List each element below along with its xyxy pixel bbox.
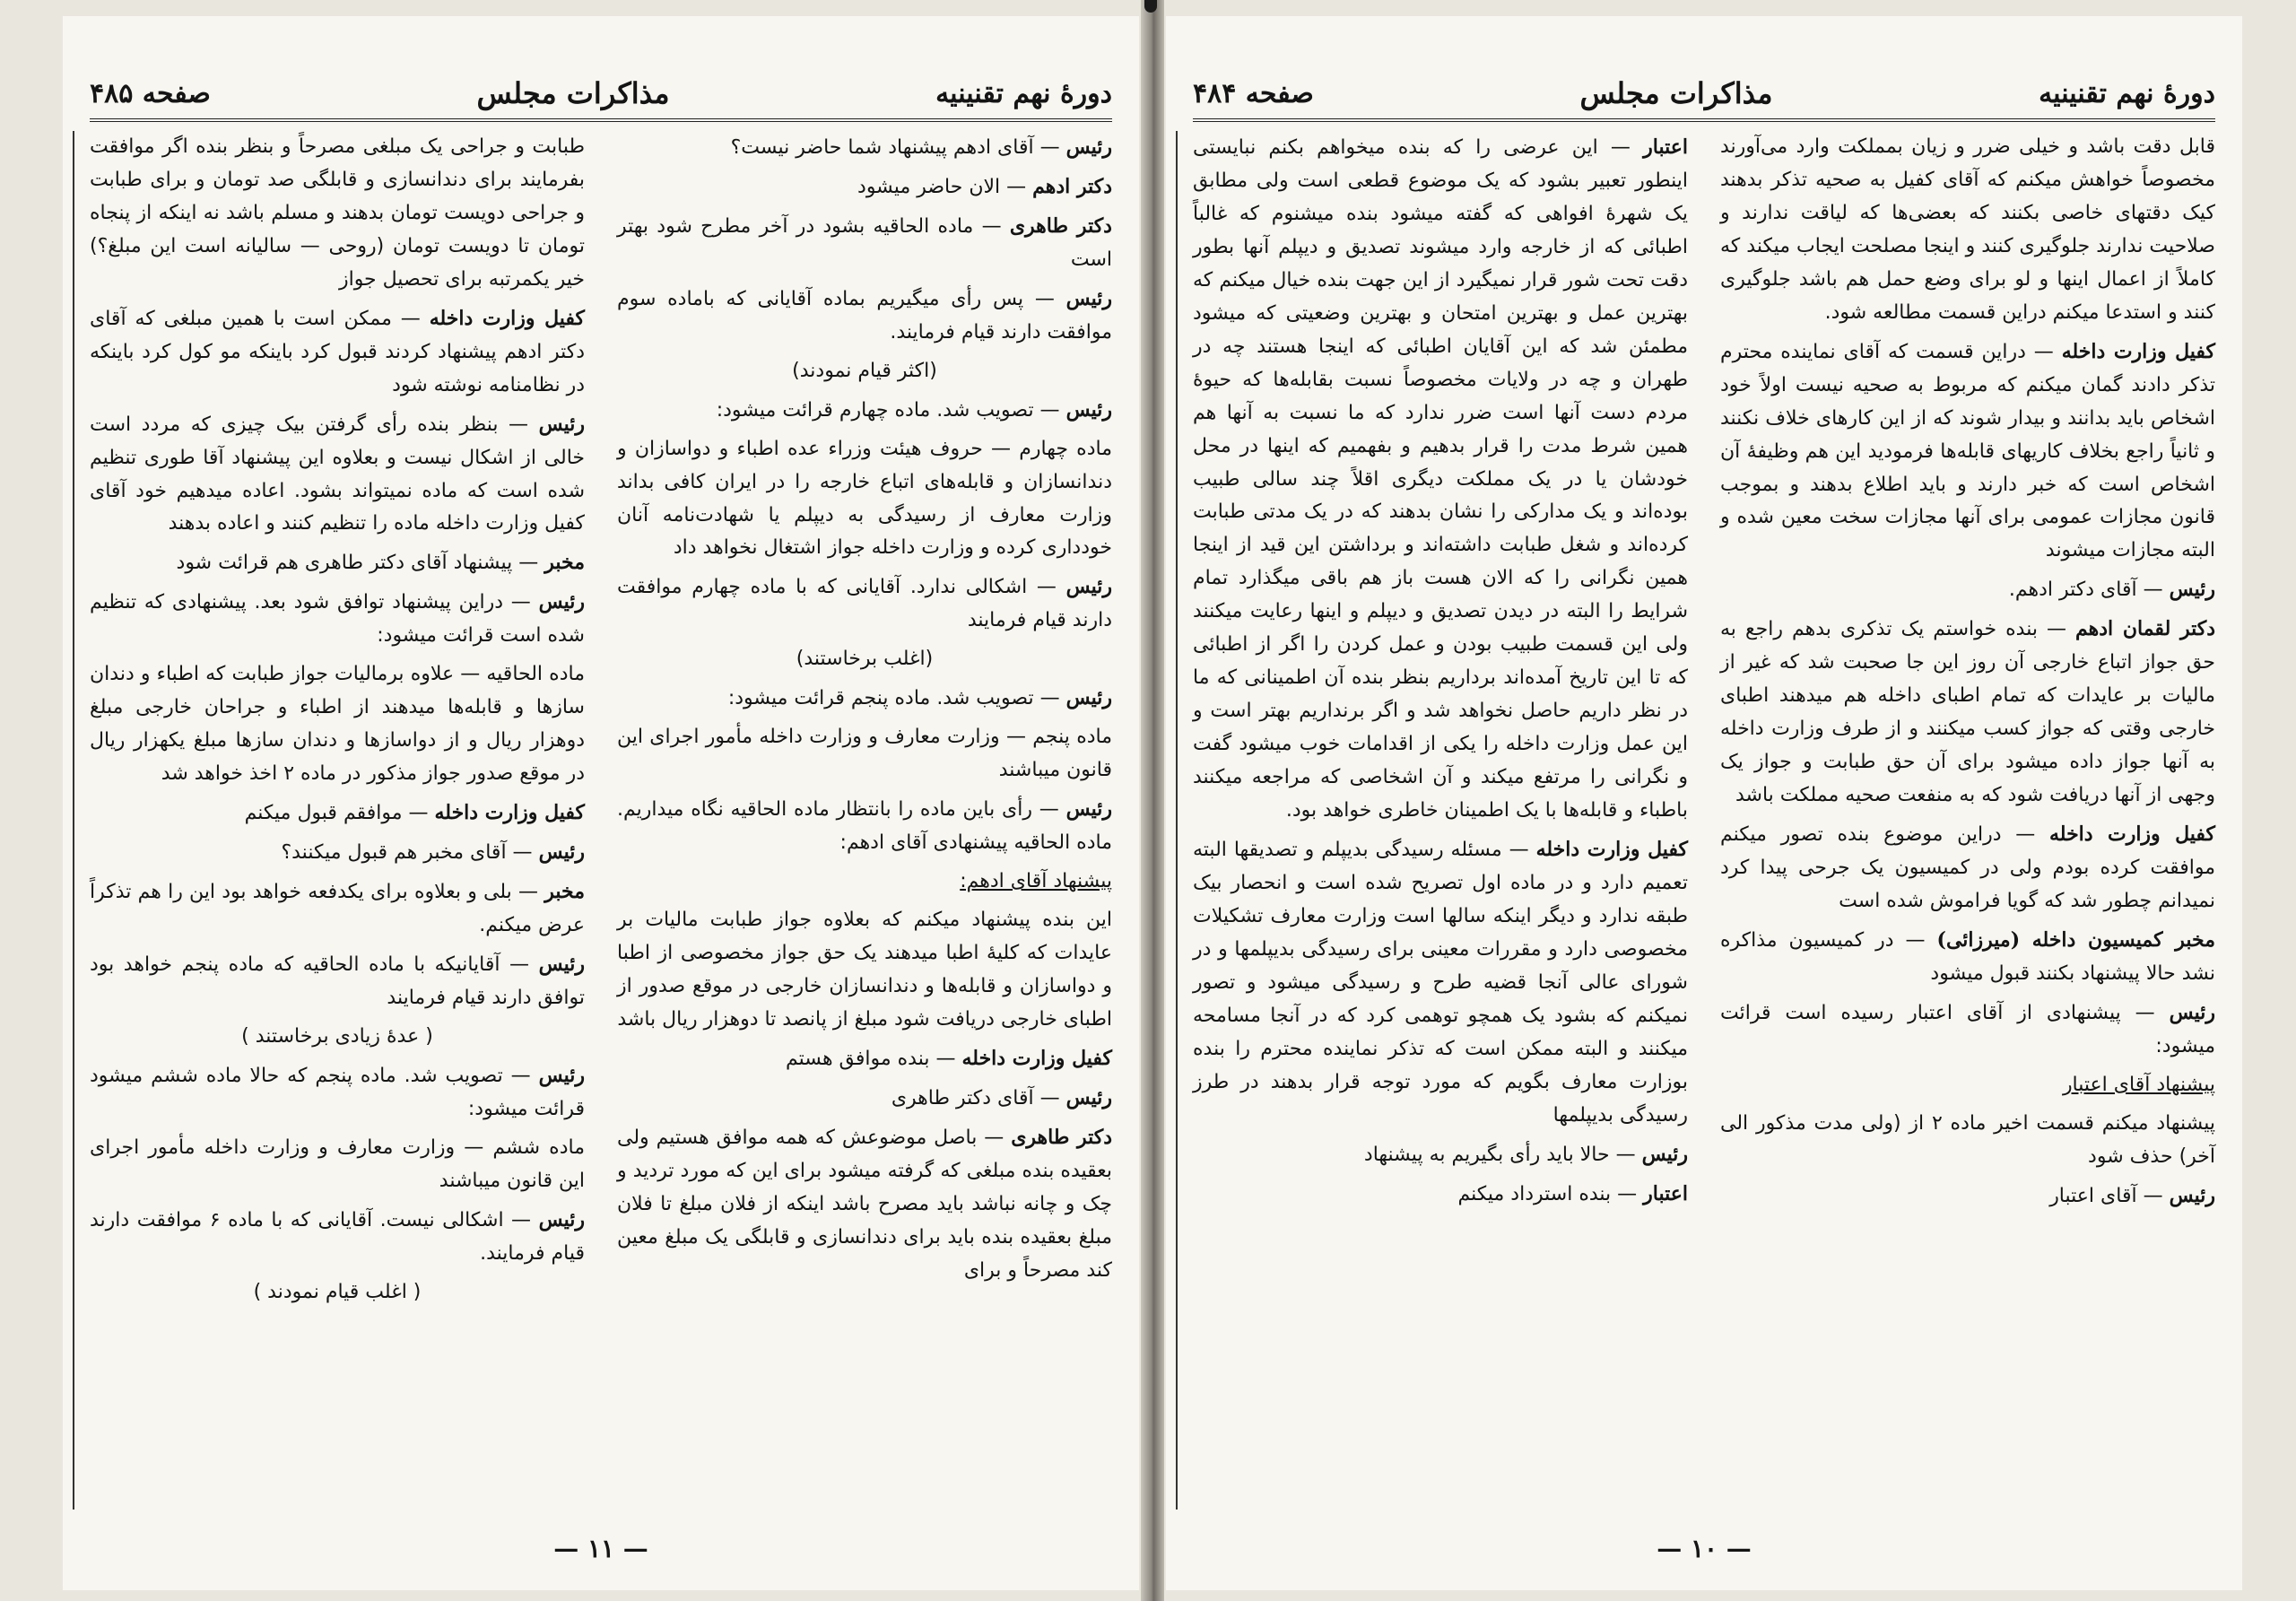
paragraph (1193, 1178, 1688, 1212)
paragraph-text: — بنظر بنده رأی گرفتن بیک چیزی که مردد است خالی از اشکال نیست و بعلاوه این پیشنهاد آقا طوری تنظیم شده است که ماده نمیتواند بشود. اعاده میدهیم خود آقای کفیل وزارت داخله ماده را تنظیم کنند و اعاده بدهند (90, 413, 585, 535)
paragraph (617, 1042, 1112, 1076)
paragraph-text: — پس رأی میگیریم بماده آقایانی که باماده سوم موافقت دارند قیام فرمایند. (617, 287, 1112, 344)
paragraph (90, 1204, 585, 1271)
paragraph (90, 408, 585, 542)
paragraph (617, 643, 1112, 676)
text-columns (90, 131, 1112, 1510)
speaker-name: رئیس (538, 590, 585, 614)
paragraph (1193, 1138, 1688, 1172)
paragraph-text: — آقای دکتر ادهم. (2008, 579, 2170, 602)
paragraph-text: — باصل موضوعش که همه موافق هستیم ولی بعقیده بنده مبلغی که گرفته میشود برای این که مورد تردید و چک و چانه نباشد باید مصرح باشد اینکه از فلان مبلغ تا فلان مبلغ بعقیده بنده باید برای دندانسازی و قابلگی یک مبلغ معین کند مصرحاً و برای (617, 1126, 1112, 1282)
speaker-name: رئیس (1065, 135, 1112, 159)
paragraph (1720, 1108, 2215, 1174)
paragraph (617, 170, 1112, 204)
paragraph-text: — دراین قسمت که آقای نماینده محترم تذکر دادند گمان میکنم که مربوط به صحیه نیست اولاً خود اشخاص باید بدانند و بیدار شوند که از این کارهای خلاف نکنند و ثانیاً راجع بخلاف کاریهای قابله‌ها فرمودید این هم وظیفهٔ آن اشخاص است که خبر دارند و باید اطلاع بدهند و بموجب قانون مجازات عمومی برای آنها مجازات سخت معین شده و البته مجازات میشوند (1720, 340, 2215, 562)
header-session: دورهٔ نهم تقنینیه (935, 77, 1112, 109)
paragraph-text: — ماده الحاقیه بشود در آخر مطرح شود بهتر است (617, 214, 1112, 271)
paragraph-text: — ممکن است با همین مبلغی که آقای دکتر ادهم پیشنهاد کردند قبول کرد باینکه مو کول کرد باینکه در نظامنامه نوشته شود (90, 307, 585, 396)
paragraph-text: این بنده پیشنهاد میکنم که بعلاوه جواز طبابت مالیات بر عایدات که کلیهٔ اطبا میدهند یک حق جواز مخصوصی از اطبا و دواسازان و قابله‌ها و دندانسازان خارجی در موقع صدور از اطبای خارجی دریافت شود مبلغ از پانصد تا دوهزار ریال باشد (617, 909, 1112, 1031)
paragraph (90, 1276, 585, 1310)
speaker-name: کفیل وزارت داخله (961, 1046, 1112, 1070)
paragraph-text: — تصویب شد. ماده پنجم که حالا ماده ششم میشود قرائت میشود: (90, 1064, 585, 1120)
column-right (617, 131, 1112, 1510)
paragraph (90, 1059, 585, 1127)
paragraph (90, 131, 585, 297)
header-title: مذاکرات مجلس (476, 76, 670, 110)
binding-mark (1144, 0, 1157, 13)
paragraph (1720, 335, 2215, 569)
paragraph (1720, 573, 2215, 607)
paragraph (617, 904, 1112, 1037)
speaker-name: کفیل وزارت داخله (434, 801, 585, 825)
paragraph (90, 796, 585, 831)
speaker-name: دکتر لقمان ادهم (2075, 617, 2216, 641)
paragraph-text: — آقای ادهم پیشنهاد شما حاضر نیست؟ (730, 136, 1066, 159)
speaker-name: رئیس (538, 1207, 586, 1231)
paragraph-text: — پیشنهاد آقای دکتر طاهری هم قرائت شود (176, 552, 545, 575)
speaker-name: رئیس (2169, 578, 2215, 602)
paragraph (617, 793, 1112, 860)
paragraph-text: — دراین موضوع بنده تصور میکنم موافقت کرده بودم ولی در کمیسیون یک جرحی پیدا کرد نمیدانم چطور شد که گویا فراموش شده است (1720, 823, 2215, 912)
paragraph-text: — تصویب شد. ماده چهارم قرائت میشود: (716, 398, 1066, 422)
speaker-name: کفیل وزارت داخله (2049, 822, 2215, 847)
paragraph-text: ( عدهٔ زیادی برخاستند ) (241, 1024, 433, 1048)
page-header (90, 68, 1112, 122)
column-left (90, 131, 585, 1510)
speaker-name: رئیس (538, 412, 585, 436)
paragraph-text: — آقای اعتبار (2049, 1184, 2170, 1207)
header-page-number: صفحه ۴۸۴ (1193, 77, 1314, 109)
paragraph (90, 586, 585, 653)
paragraph-text: پیشنهاد آقای اعتبار (2062, 1073, 2215, 1096)
speaker-name: مخبر (544, 880, 585, 904)
speaker-name: مخبر (544, 551, 585, 575)
speaker-name: رئیس (538, 840, 585, 865)
paragraph-text: — بنده خواستم یک تذکری بدهم راجع به حق جواز اتباع خارجی آن روز این جا صحبت شد که غیر از مالیات بر عایدات که تمام اطبای داخله هم میدهند اطبای خارجی وقتی که جواز کسب میکنند و از طرف وزارت داخله به آنها جواز داده میشود برای آن حق طبابت و جواز یک وجهی از آنها دریافت شود که به منفعت صحیه مملکت باشد (1720, 618, 2215, 807)
speaker-name: مخبر کمیسیون داخله (میرزائی) (1936, 927, 2215, 952)
paragraph-text: — اشکالی نیست. آقایانی که با ماده ۶ موافقت دارند قیام فرمایند. (90, 1208, 585, 1265)
paragraph (617, 283, 1112, 350)
paragraph (90, 302, 585, 403)
paragraph-text: — بنده موافق هستم (786, 1047, 962, 1070)
paragraph (617, 355, 1112, 388)
paragraph-text: — تصویب شد. ماده پنجم قرائت میشود: (727, 687, 1066, 710)
paragraph-text: (اکثر قیام نمودند) (792, 359, 937, 382)
paragraph-text: (اغلب برخاستند) (796, 648, 934, 671)
speaker-name: رئیس (1065, 286, 1112, 310)
paragraph (90, 948, 585, 1015)
speaker-name: رئیس (2169, 1183, 2215, 1207)
paragraph-text: — این عرضی را که بنده میخواهم بکنم نبایستی اینطور تعبیر بشود که یک موضوع قطعی است ولی مطابق یک شهرهٔ افواهی که گفته میشود بنده میشنوم که غالباً اطبائی که از خارجه وارد میشوند تصدیق و دیپلم آنها بطور دقت تحت شور قرار نمیگیرد از این جهت بنده خیال میکنم که بهترین عمل و بهترین امتحان و بهترین وضعیتی که میشود مطمئن شد که این آقایان اطبائی که اینجا هستند چه در طهران و چه در ولایات مخصوصاً نسبت بقابله‌ها که حیوهٔ مردم دست آنها است ضرر ندارد که ما نسبت به آنها هم همین شرط مدت را قرار بدهیم و بفهمیم که اینها در محل خودشان یا در یک مملکت دیگری اقلاً چند سالی طبیب بوده‌اند و یک مدارکی را نشان بدهند که در یک مدتی طبابت کرده‌اند و شغل طبابت داشته‌اند و برداشتن این قید از اینجا همین نگرانی را که الان هست باز هم باقی میگذارد تمام شرایط را البته در دیدن تصدیق و دیپلم و اینها رعایت میکنند ولی این قسمت طبیب بودن و عمل کردن را اگر از اطبائی که تا این تاریخ آمده‌اند برداریم بنظر بنده آن اطمینانی که ما در نظر داریم حاصل نخواهد شد و اگر برنداریم بهتر است و این عمل وزارت داخله را یکی از اقدامات خوب میشود گفت و نگرانی را مرتفع میکند و آن اشخاصی که مراجعه میکنند باطباء و قابله‌ها با یک اطمینان خاطری خواهد بود. (1193, 136, 1688, 822)
paragraph-text: ماده پنجم — وزارت معارف و وزارت داخله مأمور اجرای این قانون میباشند (617, 726, 1112, 782)
speaker-name: رئیس (1641, 1142, 1688, 1166)
speaker-name: رئیس (1065, 575, 1112, 599)
paragraph-text: ( اغلب قیام نمودند ) (253, 1280, 422, 1303)
page-484 (1166, 16, 2242, 1590)
header-title: مذاکرات مجلس (1579, 76, 1773, 110)
paragraph (617, 394, 1112, 428)
paragraph-text: — مسئله رسیدگی بدیپلم و تصدیقها البته تعمیم دارد و در ماده اول تصریح شده است و انحصار بیک طبقه ندارد و دیگر اینکه سالها است وزارت معارف تشکیلات مخصوصی دارد و مقررات معینی برای رسیدگی بدیپلمها و در شورای عالی آنجا قضیه طرح و رسیدگی میشود و تصور نمیکنم که بشود یک همچو توهمی کرد که در آنجا مسامحه میکنند و البته ممکن است که تذکر نماینده محترم را بنده بوزارت معارف بگویم که مورد توجه قرار بدهند در طرز رسیدگی بدیپلمها (1193, 839, 1688, 1127)
header-page-number: صفحه ۴۸۵ (90, 77, 211, 109)
paragraph-text: — بلی و بعلاوه برای یکدفعه خواهد بود این را هم تذکراً عرض میکنم. (90, 881, 585, 936)
paragraph (1720, 1069, 2215, 1102)
paragraph-text: — آقای دکتر طاهری (891, 1086, 1066, 1109)
speaker-name: رئیس (538, 1063, 585, 1087)
paragraph-text: — موافقم قبول میکنم (244, 802, 435, 825)
paragraph (617, 1082, 1112, 1116)
paragraph (1720, 996, 2215, 1064)
speaker-name: رئیس (1065, 1085, 1112, 1109)
paragraph (617, 433, 1112, 566)
paragraph-text: طبابت و جراحی یک مبلغی مصرحاً و بنظر بنده اگر موافقت بفرمایند برای دندانسازی و قابلگی صد تومان و برای طبابت و جراحی دویست تومان بدهند و مسلم باشد نه اینکه از پنجاه تومان تا دویست تومان (روحی — سالیانه است این مبلغ؟) خیر یکمرتبه برای تحصیل جواز (90, 135, 585, 291)
speaker-name: رئیس (1065, 686, 1112, 710)
paragraph-text: — در کمیسیون مذاکره نشد حالا پیشنهاد بکنند قبول میشود (1720, 928, 2215, 985)
paragraph-text: پیشنهاد میکنم قسمت اخیر ماده ۲ از (ولی مدت مذکور الی آخر) حذف شود (1720, 1111, 2215, 1168)
paragraph-text: — دراین پیشنهاد توافق شود بعد. پیشنهادی که تنظیم شده است قرائت میشود: (90, 591, 585, 648)
paragraph-text: — اشکالی ندارد. آقایانی که با ماده چهارم موافقت دارند قیام فرمایند (617, 576, 1112, 632)
speaker-name: کفیل وزارت داخله (1535, 838, 1688, 862)
header-session: دورهٔ نهم تقنینیه (2039, 77, 2215, 109)
page-footer-number: — ۱۰ — (1657, 1534, 1752, 1563)
paragraph (617, 570, 1112, 638)
paragraph (617, 131, 1112, 165)
paragraph (90, 546, 585, 580)
speaker-name: رئیس (538, 952, 585, 976)
paragraph (90, 1021, 585, 1054)
paragraph (1720, 1179, 2215, 1214)
paragraph (1720, 131, 2215, 330)
speaker-name: رئیس (1065, 797, 1112, 822)
book-gutter (1141, 0, 1164, 1601)
paragraph (90, 875, 585, 943)
paragraph-text: — رأی باین ماده را بانتظار ماده الحاقیه نگاه میداریم. ماده الحاقیه پیشنهادی آقای ادهم: (617, 798, 1112, 855)
paragraph (617, 721, 1112, 787)
paragraph (617, 210, 1112, 277)
page-header (1193, 68, 2215, 122)
text-columns (1193, 131, 2215, 1510)
column-right (1720, 131, 2215, 1510)
speaker-name: رئیس (1065, 397, 1112, 422)
paragraph (90, 658, 585, 791)
paragraph-text: ماده ششم — وزارت معارف و وزارت داخله مأمور اجرای این قانون میباشند (90, 1135, 585, 1192)
page-485 (63, 16, 1139, 1590)
speaker-name: رئیس (2169, 1000, 2215, 1024)
paragraph (1720, 924, 2215, 991)
page-footer-number: — ۱۱ — (553, 1534, 648, 1563)
paragraph (90, 1132, 585, 1198)
column-left (1193, 131, 1688, 1510)
paragraph (617, 866, 1112, 899)
speaker-name: دکتر ادهم (1032, 174, 1112, 198)
paragraph (617, 682, 1112, 716)
paragraph-text: — آقای مخبر هم قبول میکنند؟ (281, 841, 539, 865)
paragraph-text: ماده چهارم — حروف هیئت وزراء عده اطباء و دواسازان و دندانسازان و قابله‌های اتباع خارجه را در ایران کافی بداند وزارت معارف از رسیدگی به دیپلم یا شهادت‌نامه آنان خودداری کرده و وزارت داخله جواز اشتغال نخواهد داد (617, 437, 1112, 560)
paragraph-text: پیشنهاد آقای ادهم: (960, 870, 1112, 893)
paragraph-text: قابل دقت باشد و خیلی ضرر و زیان بمملکت وارد می‌آورند مخصوصاً خواهش میکنم که آقای کفیل به صحیه تذکر بدهند کیک دقتهای خاصی بکنند که بعضی‌ها که لیاقت ندارند و صلاحیت ندارند جلوگیری کنند و اینجا مصلحت ایجاب میکند که کاملاً از اعمال اینها و لو برای وضع حمل هم باشد جلوگیری کنند و استدعا میکنم دراین قسمت مطالعه شود. (1720, 135, 2215, 324)
paragraph-text: ماده الحاقیه — علاوه برمالیات جواز طبابت که اطباء و دندان سازها و قابله‌ها میدهند از اطباء و جراحان خارجی مبلغ دوهزار ریال و از دواسازها و دندان سازها مبلغ یکهزار ریال در موقع صدور جواز مذکور در ماده ۲ اخذ خواهد شد (90, 663, 585, 786)
speaker-name: دکتر طاهری (1011, 1125, 1112, 1149)
speaker-name: اعتبار (1643, 1181, 1688, 1205)
paragraph-text: — الان حاضر میشود (857, 175, 1033, 198)
paragraph (90, 836, 585, 870)
paragraph-text: — حالا باید رأی بگیریم به پیشنهاد (1363, 1143, 1642, 1166)
speaker-name: اعتبار (1643, 135, 1688, 159)
paragraph-text: — بنده استرداد میکنم (1457, 1182, 1644, 1205)
paragraph (617, 1121, 1112, 1288)
speaker-name: کفیل وزارت داخله (429, 306, 585, 330)
paragraph-text: — پیشنهادی از آقای اعتبار رسیده است قرائت میشود: (1720, 1001, 2215, 1057)
speaker-name: دکتر طاهری (1009, 213, 1112, 238)
paragraph (1720, 613, 2215, 813)
paragraph (1193, 833, 1688, 1133)
paragraph-text: — آقایانیکه با ماده الحاقیه که ماده پنجم خواهد بود توافق دارند قیام فرمایند (90, 953, 585, 1009)
speaker-name: کفیل وزارت داخله (2061, 339, 2215, 363)
paragraph (1720, 818, 2215, 918)
paragraph (1193, 131, 1688, 828)
